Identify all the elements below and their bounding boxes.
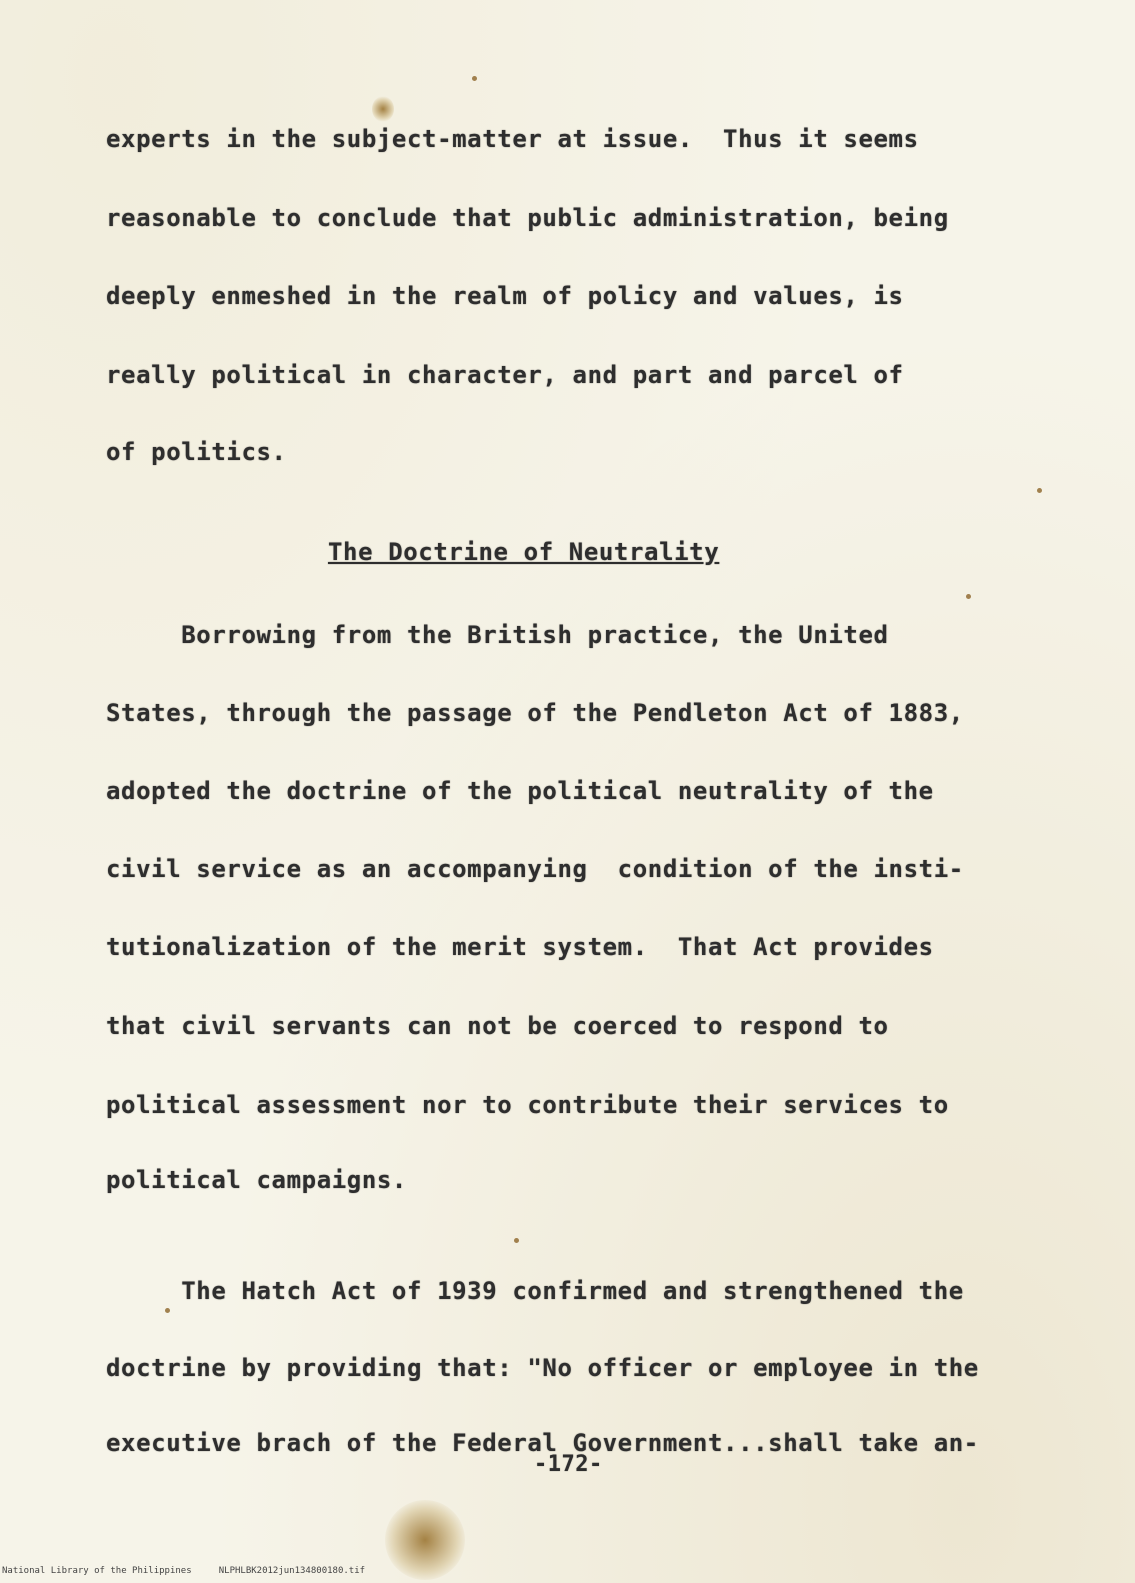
section-heading: The Doctrine of Neutrality	[328, 538, 720, 566]
text-line: really political in character, and part and parcel of	[106, 361, 904, 389]
text-line: Borrowing from the British practice, the United	[106, 621, 889, 649]
text-line: executive brach of the Federal Government...shall take an-	[106, 1429, 979, 1457]
speck	[514, 1238, 519, 1243]
text-line: experts in the subject-matter at issue. Thus it seems	[106, 125, 919, 153]
text-line: States, through the passage of the Pendleton Act of 1883,	[106, 699, 964, 727]
water-stain	[385, 1500, 465, 1580]
ink-stain	[372, 96, 394, 122]
speck	[1037, 488, 1042, 493]
text-line: tutionalization of the merit system. That Act provides	[106, 933, 934, 961]
speck	[966, 594, 971, 599]
text-line: The Hatch Act of 1939 confirmed and strengthened the	[106, 1277, 964, 1305]
page-number: -172-	[534, 1452, 603, 1477]
text-line: political assessment nor to contribute their services to	[106, 1091, 949, 1119]
text-line: that civil servants can not be coerced to respond to	[106, 1012, 889, 1040]
speck	[165, 1308, 170, 1313]
text-line: deeply enmeshed in the realm of policy and values, is	[106, 282, 904, 310]
text-line: doctrine by providing that: "No officer or employee in the	[106, 1354, 979, 1382]
text-line: reasonable to conclude that public administration, being	[106, 204, 949, 232]
speck	[472, 76, 477, 81]
archive-footer: National Library of the Philippines NLPHLBK2012jun134800180.tif	[2, 1566, 366, 1576]
text-line: civil service as an accompanying condition of the insti-	[106, 855, 964, 883]
text-line: of politics.	[106, 438, 287, 466]
text-line: adopted the doctrine of the political neutrality of the	[106, 777, 934, 805]
text-line: political campaigns.	[106, 1166, 407, 1194]
